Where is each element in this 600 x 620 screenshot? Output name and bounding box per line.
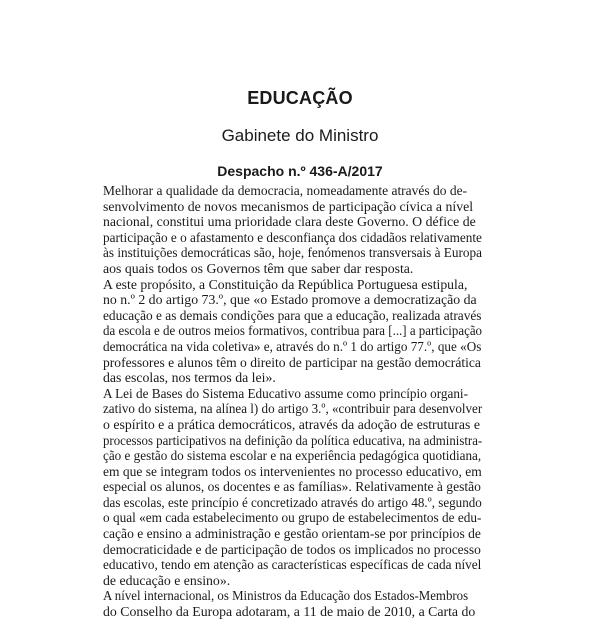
text-line: professores e alunos têm o direito de participar na gestão democrática	[103, 354, 481, 370]
paragraph	[103, 277, 495, 386]
text-line: da escola e de outros meios formativos, contribua para [...] a participação	[103, 323, 483, 339]
document-body	[103, 183, 495, 620]
text-line: A Lei de Bases do Sistema Educativo assume como princípio organi-	[103, 385, 468, 401]
text-line: aos quais todos os Governos têm que saber dar resposta.	[103, 260, 414, 276]
text-line: processos participativos na definição da política educativa, na administra-	[103, 432, 483, 448]
text-line: das escolas, este princípio é concretizado através do artigo 48.º, segundo	[103, 494, 482, 510]
text-line: no n.º 2 do artigo 73.º, que «o Estado promove a democratização da	[103, 292, 477, 308]
section-title: EDUCAÇÃO	[247, 88, 353, 108]
paragraph	[103, 386, 495, 589]
text-line: em que se integram todos os intervenientes no processo educativo, em	[103, 463, 482, 479]
text-line: participação e o afastamento e desconfiança dos cidadãos relativamente	[103, 229, 482, 245]
text-line: A nível internacional, os Ministros da Educação dos Estados-Membros	[103, 588, 469, 604]
text-line: zativo do sistema, na alínea l) do artigo 3.º, «contribuir para desenvolver	[103, 401, 483, 417]
text-line: às instituições democráticas são, hoje, fenómenos transversais à Europa	[103, 245, 482, 261]
dispatch-number: Despacho n.º 436-A/2017	[217, 163, 383, 179]
text-line: cação e ensino a administração e gestão orientam-se por princípios de	[103, 526, 481, 542]
text-line: democrática na vida coletiva» e, através do n.º 1 do artigo 77.º, que «Os	[103, 338, 482, 354]
text-line: educativo, tendo em atenção as características específicas de cada nível	[103, 557, 482, 573]
text-line: do Conselho da Europa adotaram, a 11 de maio de 2010, a Carta do	[103, 604, 476, 620]
text-line: de educação e ensino».	[103, 572, 231, 588]
text-line: das escolas, nos termos da lei».	[103, 370, 276, 386]
text-line: o espírito e a prática democráticos, através da adoção de estruturas e	[103, 416, 480, 432]
text-line: democraticidade e de participação de todos os implicados no processo	[103, 541, 481, 557]
text-line: A este propósito, a Constituição da República Portuguesa estipula,	[103, 276, 468, 292]
paragraph	[103, 588, 495, 619]
text-line: nacional, constitui uma prioridade clara deste Governo. O défice de	[103, 214, 476, 230]
text-line: ção e gestão do sistema escolar e na experiência pedagógica quotidiana,	[103, 448, 482, 464]
text-line: senvolvimento de novos mecanismos de participação cívica a nível	[103, 198, 474, 214]
text-line: o qual «em cada estabelecimento ou grupo de estabelecimentos de edu-	[103, 510, 482, 526]
office-subtitle: Gabinete do Ministro	[221, 126, 379, 145]
text-line: especial os alunos, os docentes e as famílias». Relativamente à gestão	[103, 479, 481, 495]
paragraph	[103, 183, 495, 277]
text-line: educação e as demais condições para que a educação, realizada através	[103, 307, 482, 323]
text-line: Melhorar a qualidade da democracia, nomeadamente através do de-	[103, 183, 468, 198]
